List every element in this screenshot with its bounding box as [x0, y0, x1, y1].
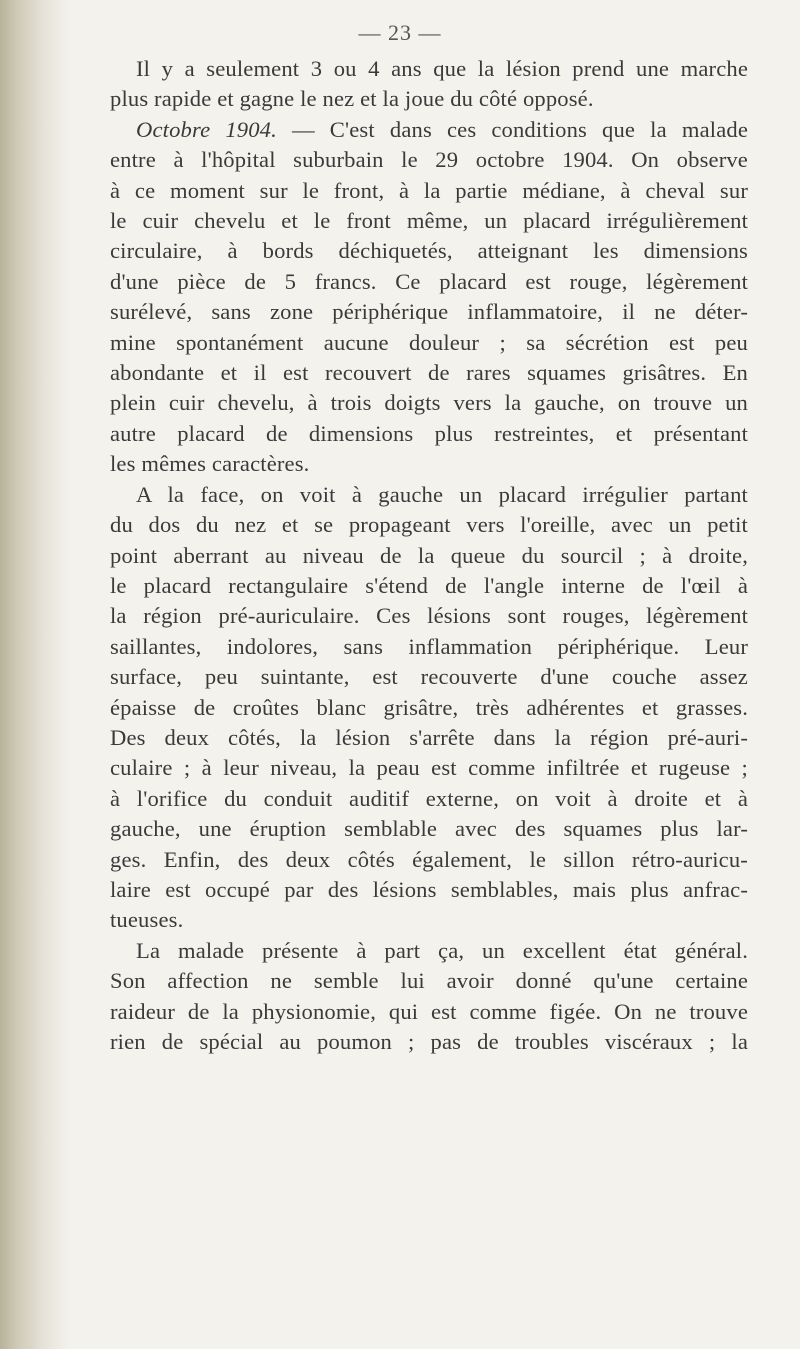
- text-line: surface, peu suintante, est recouverte d'une couche assez: [110, 664, 748, 690]
- page-number: — 23 —: [358, 20, 442, 45]
- text-line: abondante et il est recouvert de rares squames grisâtres. En: [110, 360, 748, 386]
- text-line: rien de spécial au poumon ; pas de troubles viscéraux ; la: [110, 1029, 748, 1054]
- text-line: d'une pièce de 5 francs. Ce placard est rouge, légèrement: [110, 268, 748, 294]
- text-line: autre placard de dimensions plus restreintes, et présentant: [110, 420, 748, 446]
- text-line: le placard rectangulaire s'étend de l'angle interne de l'œil à: [110, 572, 748, 598]
- text-line: Il y a seulement 3 ou 4 ans que la lésion prend une marche: [136, 56, 748, 81]
- text-line: plein cuir chevelu, à trois doigts vers la gauche, on trouve un: [110, 390, 748, 416]
- text-line: les mêmes caractères.: [110, 451, 310, 477]
- text-line: du dos du nez et se propageant vers l'oreille, avec un petit: [110, 512, 748, 538]
- text-fragment: — C'est dans ces conditions que la malade: [276, 116, 748, 142]
- text-line: tueuses.: [110, 907, 184, 933]
- text-line: La malade présente à part ça, un excellent état général.: [136, 937, 748, 963]
- text-line: à l'orifice du conduit auditif externe, on voit à droite et à: [110, 785, 748, 811]
- text-line: laire est occupé par des lésions semblables, mais plus anfrac-: [110, 876, 748, 902]
- text-line: raideur de la physionomie, qui est comme figée. On ne trouve: [110, 998, 748, 1024]
- paragraph-2: [110, 115, 748, 480]
- paragraph-1: [110, 54, 748, 115]
- text-line: ges. Enfin, des deux côtés également, le sillon rétro-auricu-: [110, 846, 748, 872]
- text-line: point aberrant au niveau de la queue du sourcil ; à droite,: [110, 542, 748, 568]
- text-line: culaire ; à leur niveau, la peau est comme infiltrée et rugeuse ;: [110, 755, 748, 781]
- text-line: mine spontanément aucune douleur ; sa sécrétion est peu: [110, 329, 748, 355]
- text-line: plus rapide et gagne le nez et la joue du côté opposé.: [110, 86, 594, 112]
- text-line: surélevé, sans zone périphérique inflammatoire, il ne déter-: [110, 299, 748, 325]
- text-line: saillantes, indolores, sans inflammation périphérique. Leur: [110, 633, 748, 659]
- text-line: entre à l'hôpital suburbain le 29 octobre 1904. On observe: [110, 147, 748, 173]
- body-text: [110, 54, 748, 1057]
- text-line: épaisse de croûtes blanc grisâtre, très adhérentes et grasses.: [110, 694, 748, 720]
- text-line: à ce moment sur le front, à la partie médiane, à cheval sur: [110, 177, 748, 203]
- paragraph-3: [110, 480, 748, 936]
- text-line: circulaire, à bords déchiquetés, atteignant les dimensions: [110, 238, 748, 264]
- text-line: A la face, on voit à gauche un placard irrégulier partant: [136, 481, 748, 507]
- text-line: Son affection ne semble lui avoir donné qu'une certaine: [110, 968, 748, 994]
- text-line: le cuir chevelu et le front même, un placard irrégulièrement: [110, 208, 748, 234]
- text-line: gauche, une éruption semblable avec des squames plus lar-: [110, 816, 748, 842]
- paragraph-4: [110, 936, 748, 1058]
- date-heading: Octobre 1904.: [136, 116, 277, 142]
- text-line: la région pré-auriculaire. Ces lésions sont rouges, légèrement: [110, 603, 748, 629]
- text-line: Des deux côtés, la lésion s'arrête dans la région pré-auri-: [110, 724, 748, 750]
- text-line: [110, 115, 748, 145]
